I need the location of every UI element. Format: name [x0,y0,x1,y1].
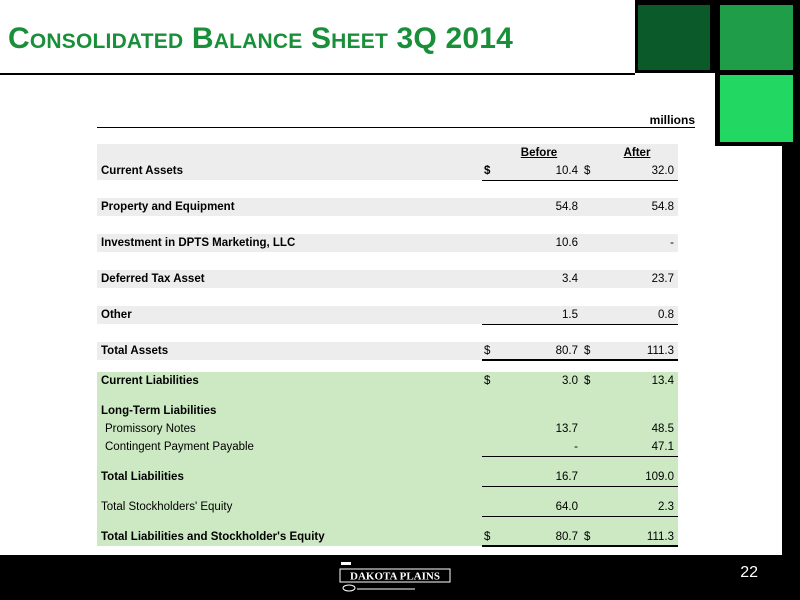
table-row [97,438,678,456]
table-row [97,162,678,180]
units-label: millions [649,113,695,127]
value-before: 10.6 [496,234,582,252]
page-number: 22 [740,564,758,581]
value-before: 13.7 [496,420,582,438]
row-label: Long-Term Liabilities [97,402,482,420]
logo-text: DAKOTA PLAINS [350,570,440,583]
column-header-after: After [623,147,651,159]
row-label: Other [97,306,482,324]
value-after: 47.1 [596,438,678,456]
currency-symbol: $ [482,372,496,390]
page-title: Consolidated Balance Sheet 3Q 2014 [8,22,514,55]
table-row [97,270,678,288]
row-label: Current Assets [97,162,482,180]
table-row [97,402,678,420]
value-before: 80.7 [496,342,582,360]
title-bar [0,0,635,72]
value-before: 10.4 [496,162,582,180]
row-label: Total Liabilities and Stockholder's Equity [97,528,482,546]
value-after: 111.3 [596,528,678,546]
value-before: 80.7 [496,528,582,546]
currency-symbol: $ [482,528,496,546]
decor-square-bright [715,73,800,146]
value-after: 32.0 [596,162,678,180]
value-after: 54.8 [596,198,678,216]
value-after: 111.3 [596,342,678,360]
table-row [97,420,678,438]
currency-symbol: $ [582,528,596,546]
table-row [97,234,678,252]
table-row [97,468,678,486]
table-row [97,498,678,516]
value-after: 109.0 [596,468,678,486]
value-before: 3.4 [496,270,582,288]
currency-symbol: $ [582,342,596,360]
decor-square-dark [635,0,715,73]
row-label: Current Liabilities [97,372,482,390]
table-row [97,528,678,546]
row-label: Promissory Notes [97,420,482,438]
value-before: 54.8 [496,198,582,216]
value-after: - [596,234,678,252]
row-label: Total Liabilities [97,468,482,486]
row-label: Investment in DPTS Marketing, LLC [97,234,482,252]
value-before: 16.7 [496,468,582,486]
table-row [97,372,678,390]
table-row [97,342,678,360]
table-header-row [97,144,678,162]
row-label: Deferred Tax Asset [97,270,482,288]
currency-symbol: $ [582,372,596,390]
value-after: 13.4 [596,372,678,390]
row-label: Total Assets [97,342,482,360]
title-rule [0,73,635,75]
currency-symbol: $ [482,342,496,360]
row-label: Total Stockholders' Equity [97,498,482,516]
decor-square-mid [715,0,800,73]
value-before: 1.5 [496,306,582,324]
value-before: - [496,438,582,456]
column-header-before: Before [520,147,558,159]
balance-sheet-table [97,144,678,547]
row-label: Contingent Payment Payable [97,438,482,456]
currency-symbol: $ [582,162,596,180]
value-before: 64.0 [496,498,582,516]
currency-symbol: $ [482,162,496,180]
dakota-plains-logo [335,561,455,593]
value-after: 23.7 [596,270,678,288]
units-rule [97,127,695,128]
table-row [97,306,678,324]
value-after: 2.3 [596,498,678,516]
table-row [97,198,678,216]
value-after: 48.5 [596,420,678,438]
value-after: 0.8 [596,306,678,324]
value-before: 3.0 [496,372,582,390]
row-label: Property and Equipment [97,198,482,216]
